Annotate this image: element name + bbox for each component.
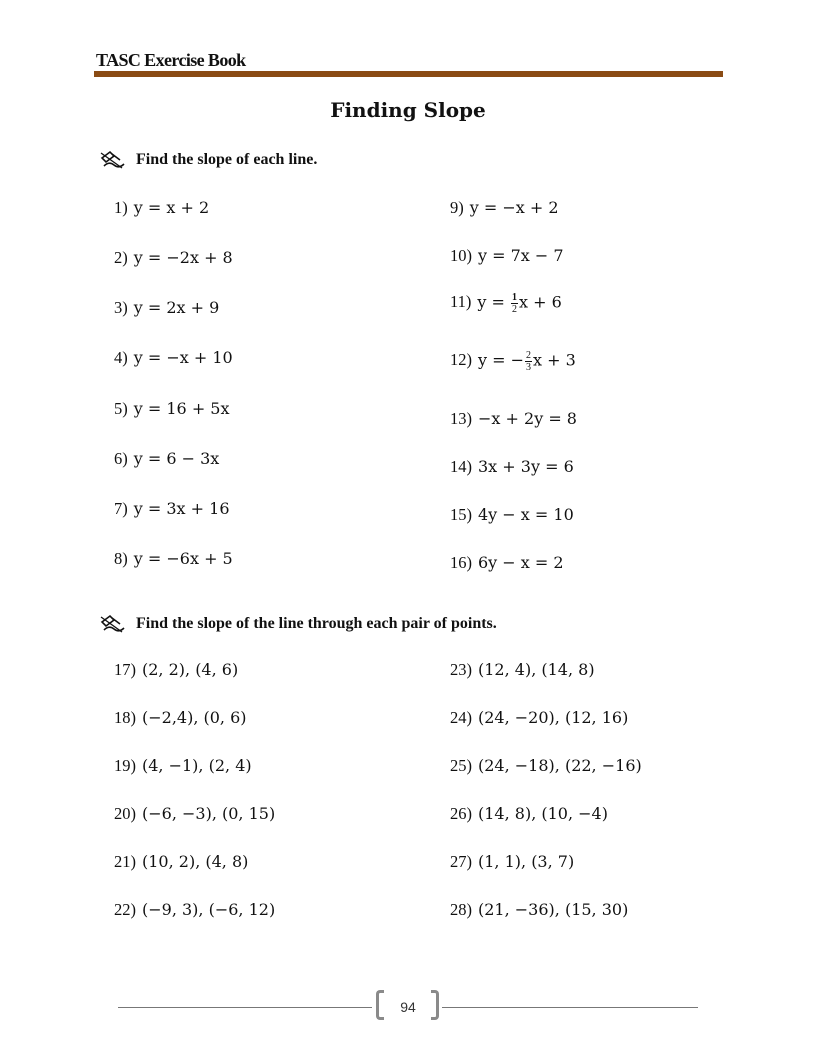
problem-number: 21) (114, 852, 136, 871)
problem-points: (−2,4), (0, 6) (142, 708, 247, 727)
problem-14 (450, 457, 574, 477)
problem-number: 26) (450, 804, 472, 823)
fraction (511, 292, 518, 315)
problem-equation-suffix: x + 3 (533, 350, 576, 370)
fraction-denominator: 3 (526, 362, 532, 373)
problem-1 (114, 198, 209, 218)
problem-19 (114, 756, 252, 776)
problem-8 (114, 549, 233, 569)
footer-rule-right (442, 1007, 698, 1008)
problem-equation: y = −2x + 8 (133, 248, 233, 267)
problem-number: 17) (114, 660, 136, 679)
problem-28 (450, 900, 628, 920)
pencil-writing-icon (100, 150, 126, 170)
problem-number: 18) (114, 708, 136, 727)
problem-number: 16) (450, 553, 472, 572)
problem-number: 5) (114, 399, 128, 418)
problem-points: (−9, 3), (−6, 12) (142, 900, 276, 919)
problem-points: (10, 2), (4, 8) (142, 852, 249, 871)
problem-4 (114, 348, 233, 368)
problem-number: 4) (114, 348, 128, 367)
page-number: 94 (400, 999, 416, 1015)
problem-equation: 6y − x = 2 (478, 553, 564, 572)
problem-16 (450, 553, 564, 573)
problem-2 (114, 248, 233, 268)
problem-points: (−6, −3), (0, 15) (142, 804, 276, 823)
problem-equation: y = −x + 2 (469, 198, 559, 217)
problem-18 (114, 708, 247, 728)
problem-number: 3) (114, 298, 128, 317)
problem-equation: y = 6 − 3x (133, 449, 220, 468)
problem-points: (12, 4), (14, 8) (478, 660, 595, 679)
problem-equation: y = 16 + 5x (133, 399, 230, 418)
problem-number: 28) (450, 900, 472, 919)
problem-number: 13) (450, 409, 472, 428)
header-rule (94, 71, 723, 77)
problem-equation-prefix: y = (477, 292, 511, 312)
problem-equation-suffix: x + 6 (519, 292, 562, 312)
problem-points: (24, −20), (12, 16) (478, 708, 629, 727)
problem-13 (450, 409, 577, 429)
fraction-numerator: 1 (512, 292, 518, 303)
section2-heading (100, 614, 497, 634)
problem-27 (450, 852, 574, 872)
problem-7 (114, 499, 230, 519)
section2-instruction: Find the slope of the line through each pair of points. (136, 615, 497, 632)
problem-22 (114, 900, 275, 920)
problem-25 (450, 756, 642, 776)
problem-23 (450, 660, 595, 680)
problem-12 (450, 350, 576, 373)
problem-equation: −x + 2y = 8 (478, 409, 577, 428)
problem-number: 10) (450, 246, 472, 265)
problem-number: 8) (114, 549, 128, 568)
problem-equation: y = 2x + 9 (133, 298, 220, 317)
problem-equation: y = −x + 10 (133, 348, 233, 367)
problem-points: (1, 1), (3, 7) (478, 852, 575, 871)
problem-equation: 3x + 3y = 6 (478, 457, 574, 476)
problem-17 (114, 660, 238, 680)
problem-number: 11) (450, 292, 472, 312)
problem-equation: y = 3x + 16 (133, 499, 230, 518)
problem-points: (21, −36), (15, 30) (478, 900, 629, 919)
fraction (525, 350, 532, 373)
problem-equation: y = 7x − 7 (478, 246, 564, 265)
problem-equation: 4y − x = 10 (478, 505, 574, 524)
problem-number: 23) (450, 660, 472, 679)
pencil-writing-icon (100, 614, 126, 634)
problem-number: 25) (450, 756, 472, 775)
problem-equation: y = x + 2 (133, 198, 210, 217)
problem-11 (450, 292, 562, 315)
section1-instruction: Find the slope of each line. (136, 151, 318, 168)
problem-number: 6) (114, 449, 128, 468)
problem-number: 19) (114, 756, 136, 775)
problem-15 (450, 505, 574, 525)
problem-points: (24, −18), (22, −16) (478, 756, 642, 775)
problem-21 (114, 852, 248, 872)
problem-points: (4, −1), (2, 4) (142, 756, 252, 775)
problem-number: 14) (450, 457, 472, 476)
problem-number: 12) (450, 350, 472, 370)
footer-rule-left (118, 1007, 372, 1008)
problem-number: 1) (114, 198, 128, 217)
problem-equation-prefix: y = − (478, 350, 525, 370)
page-title: Finding Slope (330, 98, 486, 122)
problem-points: (2, 2), (4, 6) (142, 660, 239, 679)
problem-26 (450, 804, 608, 824)
problem-10 (450, 246, 564, 266)
problem-number: 24) (450, 708, 472, 727)
book-title: TASC Exercise Book (96, 50, 246, 70)
problem-number: 20) (114, 804, 136, 823)
problem-3 (114, 298, 219, 318)
problem-number: 9) (450, 198, 464, 217)
problem-5 (114, 399, 230, 419)
problem-20 (114, 804, 275, 824)
problem-number: 7) (114, 499, 128, 518)
problem-9 (450, 198, 559, 218)
problem-equation: y = −6x + 5 (133, 549, 233, 568)
problem-24 (450, 708, 628, 728)
problem-number: 27) (450, 852, 472, 871)
fraction-numerator: 2 (526, 350, 532, 361)
problem-number: 22) (114, 900, 136, 919)
problem-number: 2) (114, 248, 128, 267)
problem-number: 15) (450, 505, 472, 524)
problem-points: (14, 8), (10, −4) (478, 804, 608, 823)
fraction-denominator: 2 (512, 304, 518, 315)
problem-6 (114, 449, 219, 469)
section1-heading (100, 150, 317, 170)
